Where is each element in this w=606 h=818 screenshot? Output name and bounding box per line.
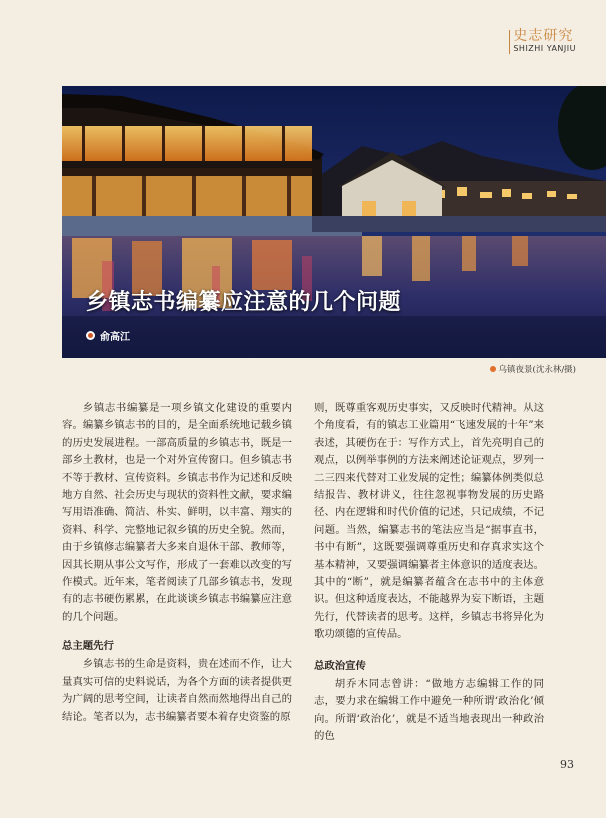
author-name: 俞高江 <box>100 332 130 343</box>
page-number: 93 <box>560 758 574 771</box>
caption-bullet-icon <box>490 366 496 372</box>
paragraph: 胡乔木同志曾讲：“做地方志编辑工作的同志，要力求在编辑工作中避免一种所谓‘政治化’倾向。所谓‘政治化’，就是不适当地表现出一种政治的色 <box>314 677 544 742</box>
author-bullet-icon <box>86 331 95 340</box>
paragraph: 则，既尊重客观历史事实，又反映时代精神。从这个角度看，有的镇志工业篇用“飞速发展的十年”来表述，其硬伤在于：写作方式上，首先亮明自己的观点，以例举事例的方法来阐述论证观点，罗列一二三四来代替对工业发展的定性；编纂体例类似总结报告、教材讲义，往往忽视事物发展的历史路径、内在逻辑和时代价值的记述，只记成绩，不记问题。当然，编纂志书的笔法应当是“据事直书，书中有断”，这既要强调尊重历史和存真求实这个基本精神，又要强调编纂者主体意识的适度表达。其中的“断”，就是编纂者蕴含在志书中的主体意识。但这种适度表达，不能越界为妄下断语，主题先行，代替读者的思考。这样，乡镇志书将异化为歌功颂德的宣传品。 <box>314 402 544 641</box>
photo-caption-text: 乌镇夜景(沈永林/摄) <box>498 365 576 375</box>
photo-caption <box>490 363 577 375</box>
right-column <box>314 400 544 745</box>
masthead-rule <box>509 30 510 54</box>
article-title: 乡镇志书编纂应注意的几个问题 <box>86 290 402 315</box>
section-heading: 总政治宣传 <box>314 659 366 672</box>
left-column <box>62 400 292 726</box>
header-photo <box>62 86 606 358</box>
paragraph: 乡镇志书编纂是一项乡镇文化建设的重要内容。编纂乡镇志书的目的，是全面系统地记载乡镇的历史发展进程。一部高质量的乡镇志书，既是一部乡土教材，也是一个对外宣传窗口。但乡镇志书不等于教材、宣传资料。乡镇志书作为记述和反映地方自然、社会历史与现状的资料性文献，要求编写用语准确、简洁、朴实、鲜明，以丰富、翔实的资料、科学、完整地记叙乡镇的历史全貌。然而，由于乡镇修志编纂者大多来自退休干部、教师等，因其长期从事公文写作，形成了一套难以改变的写作模式。近年来，笔者阅读了几部乡镇志书，发现有的志书硬伤累累，在此谈谈乡镇志书编纂应注意的几个问题。 <box>62 402 292 623</box>
masthead-subtitle: SHIZHI YANJIU <box>513 44 576 53</box>
masthead <box>513 28 576 54</box>
author-line <box>86 328 130 343</box>
section-heading: 总主题先行 <box>62 640 114 653</box>
paragraph: 乡镇志书的生命是资料，贵在述而不作，让大量真实可信的史料说话，为各个方面的读者提供更为广阔的思考空间，让读者自然而然地得出自己的结论。笔者以为，志书编纂者要本着存史资鉴的原 <box>62 658 292 723</box>
water-town-night-scene <box>62 86 606 358</box>
masthead-title: 史志研究 <box>513 28 574 44</box>
